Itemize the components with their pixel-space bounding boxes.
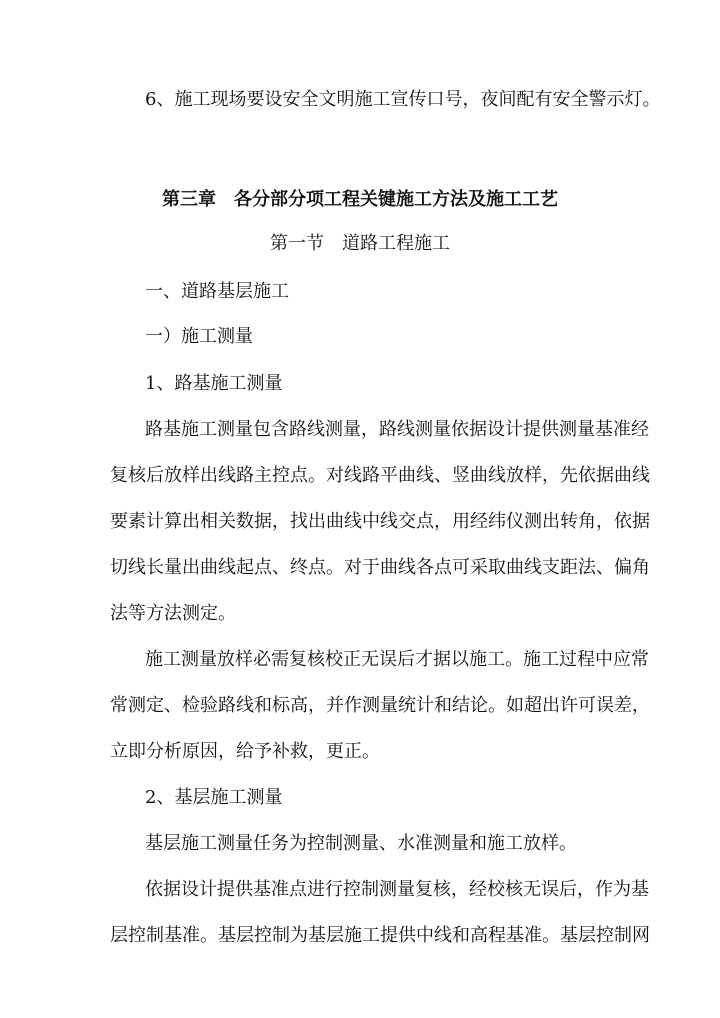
heading-level-3: 1、路基施工测量 [145, 373, 283, 394]
heading-level-1: 一、道路基层施工 [145, 281, 289, 302]
paragraph-3-line: 基层施工测量任务为控制测量、水准测量和施工放样。 [145, 833, 577, 854]
list-item-6: 6、施工现场要设安全文明施工宣传口号，夜间配有安全警示灯。 [145, 89, 661, 110]
paragraph-2-line: 立即分析原因，给予补救，更正。 [110, 741, 380, 762]
chapter-title: 第三章 各分部分项工程关键施工方法及施工工艺 [162, 189, 558, 210]
heading-level-2: 一）施工测量 [145, 326, 253, 347]
paragraph-2-line: 常测定、检验路线和标高，并作测量统计和结论。如超出许可误差， [110, 695, 650, 716]
paragraph-4-line: 依据设计提供基准点进行控制测量复核，经校核无误后，作为基 [145, 879, 649, 900]
heading-level-3: 2、基层施工测量 [145, 787, 283, 808]
paragraph-1-line: 复核后放样出线路主控点。对线路平曲线、竖曲线放样，先依据曲线 [110, 465, 650, 486]
section-title: 第一节 道路工程施工 [270, 233, 450, 254]
paragraph-1-line: 法等方法测定。 [110, 603, 236, 624]
paragraph-2-line: 施工测量放样必需复核校正无误后才据以施工。施工过程中应常 [145, 649, 649, 670]
paragraph-1-line: 要素计算出相关数据，找出曲线中线交点，用经纬仪测出转角，依据 [110, 511, 650, 532]
paragraph-4-line: 层控制基准。基层控制为基层施工提供中线和高程基准。基层控制网 [110, 925, 650, 946]
paragraph-1-line: 切线长量出曲线起点、终点。对于曲线各点可采取曲线支距法、偏角 [110, 557, 650, 578]
paragraph-1-line: 路基施工测量包含路线测量，路线测量依据设计提供测量基准经 [145, 419, 649, 440]
